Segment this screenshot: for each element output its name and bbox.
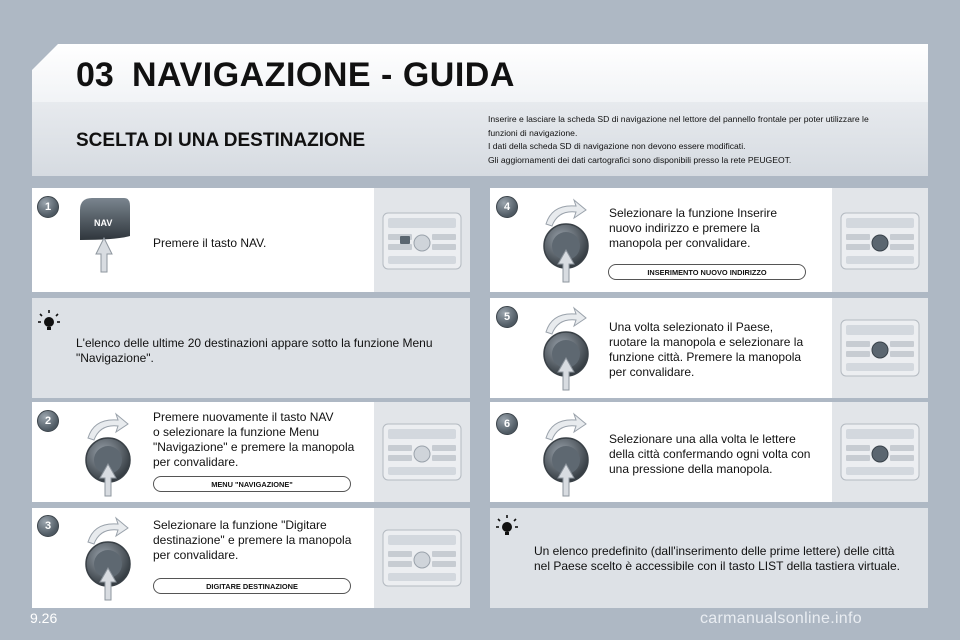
radio-panel-icon (382, 212, 462, 270)
step-line: nuovo indirizzo e premere la (609, 221, 760, 235)
radio-thumbnail (374, 188, 470, 292)
lightbulb-tip-icon (494, 513, 520, 539)
tip-line: L'elenco delle ultime 20 destinazioni appare sotto la funzione Menu (76, 336, 433, 350)
page-number: 9.26 (30, 610, 58, 626)
tip-2-text (534, 544, 900, 574)
menu-label-navigazione: MENU "NAVIGAZIONE" (153, 476, 351, 492)
menu-label-digitare-destinazione: DIGITARE DESTINAZIONE (153, 578, 351, 594)
step-4-badge: 4 (496, 196, 518, 218)
step-line: manopola per convalidare. (609, 236, 751, 250)
intro-line: I dati della scheda SD di navigazione non devono essere modificati. (488, 141, 746, 152)
step-2-badge: 2 (37, 410, 59, 432)
chapter-number: 03 (76, 56, 114, 94)
intro-line: Gli aggiornamenti dei dati cartografici sono disponibili presso la rete PEUGEOT. (488, 154, 792, 165)
lightbulb-tip-icon (36, 308, 62, 334)
radio-thumbnail (374, 402, 470, 502)
radio-thumbnail (832, 402, 928, 502)
intro-line: Inserire e lasciare la scheda SD di navigazione nel lettore del pannello frontale per poter utilizzare le (488, 114, 869, 124)
radio-thumbnail (374, 508, 470, 608)
intro-line: funzioni di navigazione. (488, 127, 578, 138)
rotary-knob-icon (530, 302, 602, 394)
step-4-text (609, 206, 777, 251)
step-2-text (153, 410, 354, 470)
tip-1-text (76, 336, 433, 366)
step-line: Selezionare la funzione Inserire (609, 206, 778, 220)
step-line: Selezionare la funzione "Digitare (153, 518, 327, 532)
radio-panel-icon (840, 319, 920, 377)
watermark: carmanualsonline.info (700, 610, 862, 627)
step-line: "Navigazione" e premere la manopola (153, 440, 355, 454)
step-1-text: Premere il tasto NAV. (153, 236, 267, 250)
rotary-knob-icon (72, 512, 144, 604)
nav-key-label: NAV (94, 218, 113, 228)
step-3-text (153, 518, 351, 563)
step-line: funzione città. Premere la manopola (609, 350, 802, 364)
step-6-text (609, 432, 810, 477)
radio-panel-icon (382, 423, 462, 481)
radio-thumbnail (832, 188, 928, 292)
rotary-knob-icon (72, 408, 144, 500)
step-line: per convalidare. (609, 365, 695, 379)
tip-line: "Navigazione". (76, 351, 154, 365)
step-line: una pressione della manopola. (609, 462, 773, 476)
section-title: SCELTA DI UNA DESTINAZIONE (76, 130, 366, 151)
intro-text (488, 113, 918, 167)
step-5-badge: 5 (496, 306, 518, 328)
radio-thumbnail (832, 298, 928, 398)
step-line: Selezionare una alla volta le lettere (609, 432, 796, 446)
radio-panel-icon (840, 423, 920, 481)
step-line: per convalidare. (153, 455, 239, 469)
rotary-knob-icon (530, 194, 602, 286)
radio-panel-icon (840, 212, 920, 270)
tip-line: Un elenco predefinito (dall'inserimento delle prime lettere) delle città (534, 544, 895, 558)
step-line: per convalidare. (153, 548, 239, 562)
step-5-text (609, 320, 803, 380)
nav-key-icon (76, 196, 132, 274)
step-6-badge: 6 (496, 413, 518, 435)
step-line: destinazione" e premere la manopola (153, 533, 352, 547)
tip-line: nel Paese scelto è accessibile con il tasto LIST della tastiera virtuale. (534, 559, 900, 573)
chapter-title: NAVIGAZIONE - GUIDA (132, 56, 515, 94)
step-line: o selezionare la funzione Menu (153, 425, 320, 439)
radio-panel-icon (382, 529, 462, 587)
menu-label-inserimento-nuovo-indirizzo: INSERIMENTO NUOVO INDIRIZZO (608, 264, 806, 280)
rotary-knob-icon (530, 408, 602, 500)
step-line: Premere nuovamente il tasto NAV (153, 410, 334, 424)
step-3-badge: 3 (37, 515, 59, 537)
step-1-badge: 1 (37, 196, 59, 218)
step-line: ruotare la manopola e selezionare la (609, 335, 804, 349)
step-line: della città confermando ogni volta con (609, 447, 811, 461)
step-line: Una volta selezionato il Paese, (609, 320, 774, 334)
